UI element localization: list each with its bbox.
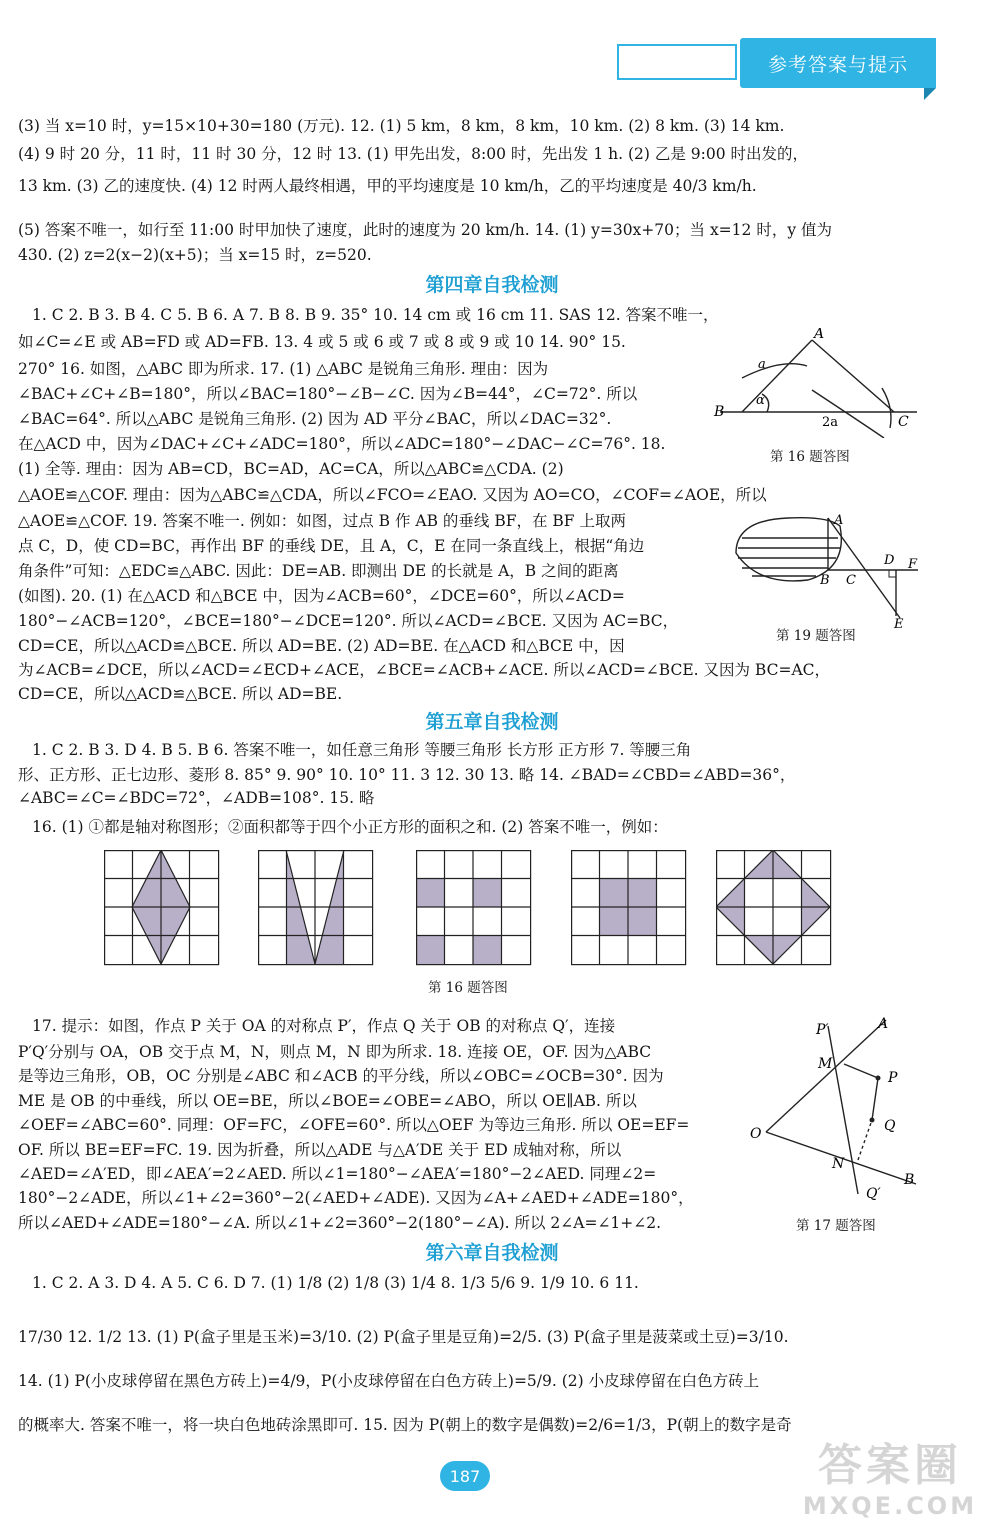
text-line: (3) 当 x=10 时，y=15×10+30=180 (万元). 12. (1) 5 km，8 km，8 km，10 km. (2) 8 km. (3) 14 km. <box>18 117 785 135</box>
text-line: 在△ACD 中，因为∠DAC+∠C+∠ADC=180°，所以∠ADC=180°−∠DAC−∠C=76°. 18. <box>18 435 666 453</box>
fig19-label: E <box>894 617 904 628</box>
text-line: △AOE≌△COF. 理由：因为△ABC≌△CDA，所以∠FCO=∠EAO. 又因为 AO=CO，∠COF=∠AOE，所以 <box>18 486 767 504</box>
figure-19-caption: 第 19 题答图 <box>776 628 856 644</box>
text-line: CD=CE，所以△ACD≌△BCE. 所以 AD=BE. <box>18 685 343 703</box>
text-line: 是等边三角形，OB，OC 分别是∠ABC 和∠ACB 的平分线，所以∠OBC=∠OCB=30°. 因为 <box>18 1067 664 1085</box>
fig19-label: B <box>820 573 830 588</box>
figure-17-reflection <box>748 1016 928 1206</box>
text-line: ∠BAC=64°. 所以△ABC 是锐角三角形. (2) 因为 AD 平分∠BAC，所以∠DAC=32°. <box>18 410 612 428</box>
text-line: 的概率大. 答案不唯一，将一块白色地砖涂黑即可. 15. 因为 P(朝上的数字是偶数)=2/6=1/3，P(朝上的数字是奇 <box>18 1416 792 1434</box>
figure-16-caption: 第 16 题答图 <box>770 449 850 465</box>
text-line: (1) 全等. 理由：因为 AB=CD，BC=AD，AC=CA，所以△ABC≌△CDA. (2) <box>18 460 564 478</box>
fig17-label: N <box>832 1156 845 1172</box>
text-line: P′Q′分别与 OA，OB 交于点 M，N，则点 M，N 即为所求. 18. 连接 OE，OF. 因为△ABC <box>18 1043 652 1061</box>
fig16-label: 2a <box>822 415 839 430</box>
fig17-label: O <box>750 1126 762 1142</box>
header-tab: 参考答案与提示 <box>740 38 936 88</box>
text-line: 14. (1) P(小皮球停留在黑色方砖上)=4/9，P(小皮球停留在白色方砖上)=5/9. (2) 小皮球停留在白色方砖上 <box>18 1372 760 1390</box>
watermark-brand: 答案圈 <box>818 1440 962 1491</box>
fig16-label: α <box>756 393 765 408</box>
text-line: ∠ABC=∠C=∠BDC=72°，∠ADB=108°. 15. 略 <box>18 789 375 807</box>
text-line: 17/30 12. 1/2 13. (1) P(盒子里是玉米)=3/10. (2) P(盒子里是豆角)=2/5. (3) P(盒子里是菠菜或土豆)=3/10. <box>18 1328 789 1346</box>
text-line: (5) 答案不唯一，如行至 11:00 时甲加快了速度，此时的速度为 20 km/h. 14. (1) y=30x+70；当 x=12 时，y 值为 <box>18 221 833 239</box>
text-line: 13 km. (3) 乙的速度快. (4) 12 时两人最终相遇，甲的平均速度是 10 km/h，乙的平均速度是 40/3 km/h. <box>18 177 757 195</box>
text-line: 为∠ACB=∠DCE，所以∠ACD=∠ECD+∠ACE，∠BCE=∠ACB+∠ACE. 所以∠ACD=∠BCE. 又因为 BC=AC， <box>18 661 831 679</box>
grid-figure-center <box>571 850 687 966</box>
grid-figure-corners <box>416 850 532 966</box>
text-line: 1. C 2. A 3. D 4. A 5. C 6. D 7. (1) 1/8 (2) 1/8 (3) 1/4 8. 1/3 5/6 9. 1/9 10. 6 11. <box>32 1274 639 1292</box>
chapter-5-title: 第五章自我检测 <box>425 711 559 733</box>
grid-figure-rhombus <box>104 850 220 966</box>
text-line: 1. C 2. B 3. B 4. C 5. B 6. A 7. B 8. B 9. 35° 10. 14 cm 或 16 cm 11. SAS 12. 答案不唯一， <box>32 306 719 324</box>
watermark-logo <box>800 1440 980 1536</box>
text-line: 180°−2∠ADE，所以∠1+∠2=360°−2(∠AED+∠ADE). 又因为∠A+∠AED+∠ADE=180°， <box>18 1189 694 1207</box>
text-line: 点 C，D，使 CD=BC，再作出 BF 的垂线 DE，且 A，C，E 在同一条直线上，根据“角边 <box>18 537 645 555</box>
header-box <box>617 44 737 80</box>
chapter-6-title: 第六章自我检测 <box>425 1242 559 1264</box>
text-line: OF. 所以 BE=EF=FC. 19. 因为折叠，所以△ADE 与△A′DE 关于 ED 成轴对称，所以 <box>18 1141 622 1159</box>
figure-16b-caption: 第 16 题答图 <box>428 980 508 996</box>
fig19-label: D <box>884 553 895 568</box>
fig17-label: B <box>904 1172 915 1188</box>
text-line: 16. (1) ①都是轴对称图形；②面积都等于四个小正方形的面积之和. (2) 答案不唯一，例如： <box>32 818 668 836</box>
text-line: 17. 提示：如图，作点 P 关于 OA 的对称点 P′，作点 Q 关于 OB 的对称点 Q′，连接 <box>32 1017 616 1035</box>
text-line: 如∠C=∠E 或 AB=FD 或 AD=FB. 13. 4 或 5 或 6 或 7 或 8 或 9 或 10 14. 90° 15. <box>18 333 626 351</box>
fig17-label: M <box>818 1056 833 1072</box>
text-line: 所以∠AED+∠ADE=180°−∠A. 所以∠1+∠2=360°−2(180°−∠A). 所以 2∠A=∠1+∠2. <box>18 1214 662 1232</box>
text-line: △AOE≌△COF. 19. 答案不唯一. 例如：如图，过点 B 作 AB 的垂线 BF，在 BF 上取两 <box>18 512 626 530</box>
fig17-label: Q′ <box>866 1186 881 1202</box>
fig16-label: a <box>758 357 766 372</box>
fig17-label: Q <box>884 1118 896 1134</box>
text-line: ∠BAC+∠C+∠B=180°，所以∠BAC=180°−∠B−∠C. 因为∠B=44°，∠C=72°. 所以 <box>18 385 638 403</box>
header-tab-fold <box>924 88 936 100</box>
fig16-label: B <box>714 404 725 420</box>
watermark-domain: MXQE.COM <box>802 1492 978 1520</box>
text-line: 1. C 2. B 3. D 4. B 5. B 6. 答案不唯一，如任意三角形 等腰三角形 长方形 正方形 7. 等腰三角 <box>32 741 692 759</box>
text-line: ME 是 OB 的中垂线，所以 OE=BE，所以∠BOE=∠OBE=∠ABO，所以 OE∥AB. 所以 <box>18 1092 637 1110</box>
fig17-label: P′ <box>816 1022 829 1038</box>
fig17-label: A <box>878 1016 889 1032</box>
figure-19-lake <box>728 508 928 628</box>
fig19-label: C <box>846 573 856 588</box>
text-line: 180°−∠ACB=120°，∠BCE=180°−∠DCE=120°. 所以∠ACD=∠BCE. 又因为 AC=BC， <box>18 612 679 630</box>
text-line: (如图). 20. (1) 在△ACD 和△BCE 中，因为∠ACB=60°，∠DCE=60°，所以∠ACD= <box>18 587 625 605</box>
text-line: 角条件”可知：△EDC≌△ABC. 因此：DE=AB. 即测出 DE 的长就是 A，B 之间的距离 <box>18 562 619 580</box>
figure-16-construction <box>712 328 922 438</box>
text-line: (4) 9 时 20 分，11 时，11 时 30 分，12 时 13. (1) 甲先出发，8:00 时，先出发 1 h. (2) 乙是 9:00 时出发的， <box>18 145 808 163</box>
fig16-label: C <box>898 414 909 430</box>
text-line: ∠OEF=∠ABC=60°. 同理：OF=FC，∠OFE=60°. 所以△OEF 为等边三角形. 所以 OE=EF= <box>18 1116 690 1134</box>
grid-figure-m-shape <box>258 850 374 966</box>
text-line: CD=CE，所以△ACD≌△BCE. 所以 AD=BE. (2) AD=BE. 在△ACD 和△BCE 中，因 <box>18 637 625 655</box>
text-line: 形、正方形、正七边形、菱形 8. 85° 9. 90° 10. 10° 11. 3 12. 30 13. 略 14. ∠BAD=∠CBD=∠ABD=36°， <box>18 766 796 784</box>
text-line: ∠AED=∠A′ED，即∠AEA′=2∠AED. 所以∠1=180°−∠AEA′=180°−2∠AED. 同理∠2= <box>18 1165 657 1183</box>
page-number: 187 <box>440 1461 490 1491</box>
text-line: 430. (2) z=2(x−2)(x+5)；当 x=15 时，z=520. <box>18 246 372 264</box>
fig19-label: F <box>908 557 918 572</box>
grid-figure-diamond-ring <box>716 850 832 966</box>
figure-17-caption: 第 17 题答图 <box>796 1218 876 1234</box>
chapter-4-title: 第四章自我检测 <box>425 274 559 296</box>
fig19-label: A <box>834 513 844 528</box>
fig17-label: P <box>888 1070 898 1086</box>
text-line: 270° 16. 如图，△ABC 即为所求. 17. (1) △ABC 是锐角三角形. 理由：因为 <box>18 360 549 378</box>
fig16-label: A <box>814 328 825 342</box>
